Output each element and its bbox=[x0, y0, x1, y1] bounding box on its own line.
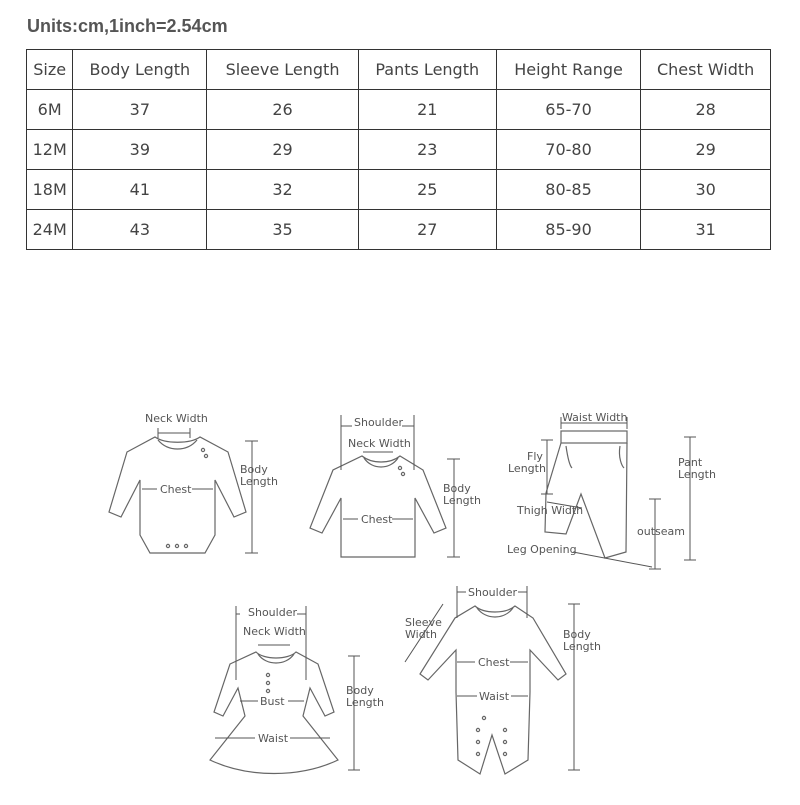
romper-waist-label: Waist bbox=[479, 690, 510, 703]
bodysuit-length-label: Length bbox=[240, 475, 278, 488]
cell-sleeve-length: 32 bbox=[207, 170, 358, 210]
cell-size: 18M bbox=[27, 170, 73, 210]
pants-pant-length-label: Length bbox=[678, 468, 716, 481]
cell-height-range: 80-85 bbox=[496, 170, 641, 210]
dress-shoulder-label: Shoulder bbox=[248, 606, 297, 619]
shirt-body-label: Body bbox=[443, 482, 471, 495]
cell-body-length: 39 bbox=[73, 130, 207, 170]
header-chest-width: Chest Width bbox=[641, 50, 771, 90]
romper-length-label: Length bbox=[563, 640, 601, 653]
dress-diagram bbox=[210, 606, 384, 774]
shirt-outline bbox=[310, 456, 446, 557]
cell-pants-length: 21 bbox=[358, 90, 496, 130]
header-body-length: Body Length bbox=[73, 50, 207, 90]
cell-pants-length: 27 bbox=[358, 210, 496, 250]
cell-height-range: 65-70 bbox=[496, 90, 641, 130]
cell-body-length: 41 bbox=[73, 170, 207, 210]
romper-sleeve-label: Sleeve bbox=[405, 616, 442, 629]
dress-bust-label: Bust bbox=[260, 695, 285, 708]
dress-neck-width-label: Neck Width bbox=[243, 625, 306, 638]
header-pants-length: Pants Length bbox=[358, 50, 496, 90]
header-size: Size bbox=[27, 50, 73, 90]
romper-chest-label: Chest bbox=[478, 656, 510, 669]
measurement-diagrams bbox=[0, 400, 800, 800]
romper-shoulder-label: Shoulder bbox=[468, 586, 517, 599]
shirt-shoulder-label: Shoulder bbox=[354, 416, 403, 429]
pants-thigh-width-label: Thigh Width bbox=[517, 504, 584, 517]
cell-size: 24M bbox=[27, 210, 73, 250]
table-row bbox=[27, 210, 771, 250]
cell-size: 12M bbox=[27, 130, 73, 170]
table-row bbox=[27, 170, 771, 210]
header-height-range: Height Range bbox=[496, 50, 641, 90]
cell-pants-length: 23 bbox=[358, 130, 496, 170]
pants-waistband bbox=[561, 431, 627, 443]
header-sleeve-length: Sleeve Length bbox=[207, 50, 358, 90]
cell-chest-width: 28 bbox=[641, 90, 771, 130]
cell-chest-width: 29 bbox=[641, 130, 771, 170]
units-note: Units:cm,1inch=2.54cm bbox=[27, 16, 228, 36]
romper-diagram bbox=[405, 586, 601, 774]
shirt-chest-label: Chest bbox=[361, 513, 393, 526]
table-header-row bbox=[27, 50, 771, 90]
dress-length-label: Length bbox=[346, 696, 384, 709]
bodysuit-neck-width-label: Neck Width bbox=[145, 412, 208, 425]
bodysuit-diagram bbox=[109, 412, 278, 553]
cell-sleeve-length: 26 bbox=[207, 90, 358, 130]
dress-body-label: Body bbox=[346, 684, 374, 697]
cell-height-range: 85-90 bbox=[496, 210, 641, 250]
dress-waist-label: Waist bbox=[258, 732, 289, 745]
pants-diagram bbox=[507, 411, 716, 569]
cell-chest-width: 30 bbox=[641, 170, 771, 210]
cell-pants-length: 25 bbox=[358, 170, 496, 210]
table-row bbox=[27, 90, 771, 130]
cell-body-length: 43 bbox=[73, 210, 207, 250]
pants-leg-opening-label: Leg Opening bbox=[507, 543, 577, 556]
size-chart-table bbox=[26, 49, 771, 250]
pants-fly-label: Fly bbox=[527, 450, 543, 463]
cell-sleeve-length: 29 bbox=[207, 130, 358, 170]
cell-sleeve-length: 35 bbox=[207, 210, 358, 250]
cell-height-range: 70-80 bbox=[496, 130, 641, 170]
cell-body-length: 37 bbox=[73, 90, 207, 130]
pants-outline bbox=[545, 443, 627, 558]
pants-waist-width-label: Waist Width bbox=[562, 411, 628, 424]
shirt-diagram bbox=[310, 415, 481, 557]
shirt-neck-width-label: Neck Width bbox=[348, 437, 411, 450]
pants-pant-label: Pant bbox=[678, 456, 703, 469]
shirt-length-label: Length bbox=[443, 494, 481, 507]
romper-body-label: Body bbox=[563, 628, 591, 641]
pants-fly-length-label: Length bbox=[508, 462, 546, 475]
bodysuit-chest-label: Chest bbox=[160, 483, 192, 496]
dress-outline bbox=[210, 652, 338, 774]
cell-chest-width: 31 bbox=[641, 210, 771, 250]
diagrams-svg bbox=[0, 400, 800, 800]
table-row bbox=[27, 130, 771, 170]
pants-outseam-label: outseam bbox=[637, 525, 685, 538]
bodysuit-body-label: Body bbox=[240, 463, 268, 476]
cell-size: 6M bbox=[27, 90, 73, 130]
romper-sleeve-width-label: Width bbox=[405, 628, 437, 641]
